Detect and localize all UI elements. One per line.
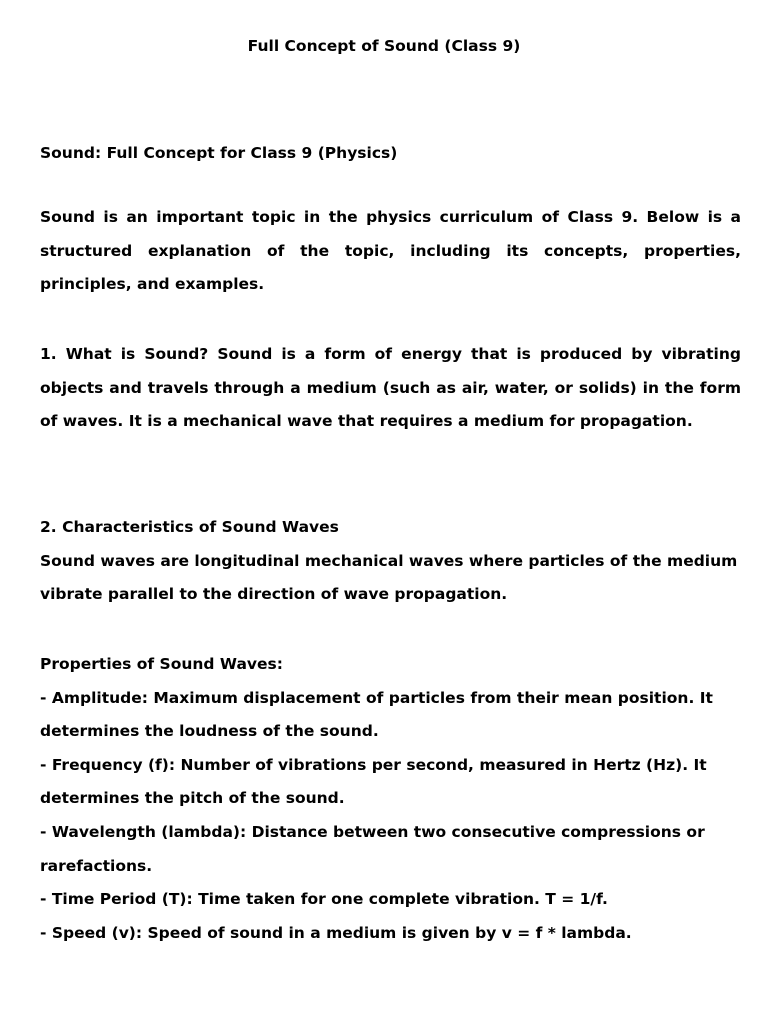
section-1-paragraph: 1. What is Sound? Sound is a form of energy that is produced by vibrating objects and travels through a medium (such as air, water, or solids) in the form of waves. It is a mechanical wave that requires a medium for propagation.: [40, 345, 741, 431]
section-2: [40, 511, 741, 612]
property-line: determines the loudness of the sound.: [40, 722, 379, 741]
property-line: - Wavelength (lambda): Distance between two consecutive compressions or: [40, 822, 705, 841]
section-2-line: Sound waves are longitudinal mechanical waves where particles of the medium: [40, 551, 738, 570]
properties-section: [40, 648, 741, 950]
property-line: - Frequency (f): Number of vibrations per second, measured in Hertz (Hz). It: [40, 755, 707, 774]
properties-heading: Properties of Sound Waves:: [40, 655, 283, 673]
property-line: - Speed (v): Speed of sound in a medium is given by v = f * lambda.: [40, 923, 632, 942]
document-title: Full Concept of Sound (Class 9): [247, 37, 521, 55]
property-line: determines the pitch of the sound.: [40, 789, 345, 808]
document-subtitle: Sound: Full Concept for Class 9 (Physics): [40, 144, 398, 162]
intro-paragraph: Sound is an important topic in the physics curriculum of Class 9. Below is a structured explanation of the topic, including its concepts, properties, principles, and examples.: [40, 208, 741, 294]
section-2-line: vibrate parallel to the direction of wave propagation.: [40, 585, 508, 604]
property-line: - Time Period (T): Time taken for one complete vibration. T = 1/f.: [40, 890, 608, 909]
property-line: rarefactions.: [40, 856, 153, 875]
property-line: - Amplitude: Maximum displacement of particles from their mean position. It: [40, 688, 713, 707]
section-2-heading: 2. Characteristics of Sound Waves: [40, 518, 339, 536]
